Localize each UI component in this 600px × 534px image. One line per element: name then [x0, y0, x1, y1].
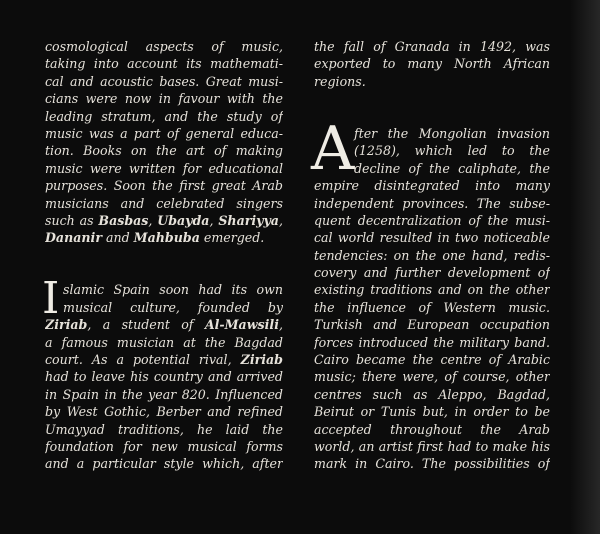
- text-line: Turkish and European occupation: [314, 317, 550, 333]
- text-line: cal world resulted in two noticeable: [314, 230, 550, 246]
- text-line: musicians and celebrated singers: [45, 195, 283, 211]
- text-line: independent provinces. The subse-: [314, 195, 550, 211]
- musician-name: Shariyya: [218, 212, 279, 228]
- right-text-column: [311, 38, 550, 473]
- drop-cap: I: [42, 273, 60, 325]
- text-line: music; there were, of course, other: [314, 369, 550, 385]
- left-text-column: [42, 38, 283, 473]
- musician-name: Basbas: [98, 212, 149, 228]
- text-line: cians were now in favour with the: [45, 91, 283, 107]
- text-line: Cairo became the centre of Arabic: [314, 352, 550, 368]
- text-line: exported to many North African: [314, 56, 550, 72]
- text-line: the influence of Western music.: [314, 299, 550, 315]
- musician-name: Mahbuba: [133, 230, 200, 246]
- text-line: covery and further development of: [314, 265, 550, 281]
- text-line: tendencies: on the one hand, redis-: [314, 247, 550, 263]
- text-line: a famous musician at the Bagdad: [45, 334, 283, 350]
- text-line: regions.: [314, 73, 366, 89]
- left-paragraph-2: [42, 273, 283, 472]
- text-line: Umayyad traditions, he laid the: [45, 421, 283, 437]
- text-line: slamic Spain soon had its own: [63, 282, 283, 298]
- text-line: centres such as Aleppo, Bagdad,: [314, 386, 550, 402]
- text-line: Ziriab, a student of Al-Mawsili,: [45, 317, 283, 333]
- text-line: cosmological aspects of music,: [45, 39, 283, 54]
- drop-cap: A: [311, 113, 355, 184]
- musician-name: Dananir: [45, 230, 102, 246]
- text-line: quent decentralization of the musi-: [314, 212, 550, 228]
- text-line: accepted throughout the Arab: [314, 421, 550, 437]
- text-line: music was a part of general educa-: [45, 125, 283, 141]
- text-line: fter the Mongolian invasion: [354, 125, 550, 141]
- text-line: Beirut or Tunis but, in order to be: [314, 404, 550, 420]
- text-line: mark in Cairo. The possibilities of: [314, 456, 550, 472]
- text-line: tion. Books on the art of making: [45, 143, 283, 159]
- text-line: forces introduced the military band.: [314, 334, 550, 350]
- text-line: had to leave his country and arrived: [45, 369, 283, 385]
- text-line: music were written for educational: [45, 160, 283, 176]
- text-line: empire disintegrated into many: [314, 178, 550, 194]
- musician-name: Ziriab: [45, 317, 88, 333]
- right-paragraph-2: [311, 113, 550, 473]
- musician-name: Ziriab: [240, 352, 283, 368]
- text-line: in Spain in the year 820. Influenced: [45, 386, 283, 402]
- text-line: decline of the caliphate, the: [354, 160, 550, 176]
- musician-name: Al-Mawsili: [204, 317, 279, 333]
- text-line: cal and acoustic bases. Great musi-: [45, 73, 283, 89]
- text-line: taking into account its mathemati-: [45, 56, 283, 72]
- text-line: foundation for new musical forms: [45, 438, 283, 454]
- left-paragraph-1: [45, 38, 283, 247]
- text-line: court. As a potential rival, Ziriab: [45, 352, 283, 368]
- text-line: Dananir and Mahbuba emerged.: [45, 230, 265, 246]
- musician-name: Ubayda: [157, 212, 210, 228]
- page-edge-shadow: [570, 0, 600, 534]
- text-line: purposes. Soon the first great Arab: [45, 178, 283, 194]
- text-line: world, an artist first had to make his: [314, 438, 550, 454]
- text-line: (1258), which led to the: [354, 143, 550, 159]
- text-line: the fall of Granada in 1492, was: [314, 39, 550, 54]
- text-line: leading stratum, and the study of: [45, 108, 283, 124]
- text-line: musical culture, founded by: [63, 299, 283, 315]
- text-line: such as Basbas, Ubayda, Shariyya,: [45, 212, 283, 228]
- text-line: and a particular style which, after: [45, 456, 283, 472]
- text-line: by West Gothic, Berber and refined: [45, 404, 283, 420]
- right-paragraph-1: [314, 38, 550, 90]
- text-line: existing traditions and on the other: [314, 282, 550, 298]
